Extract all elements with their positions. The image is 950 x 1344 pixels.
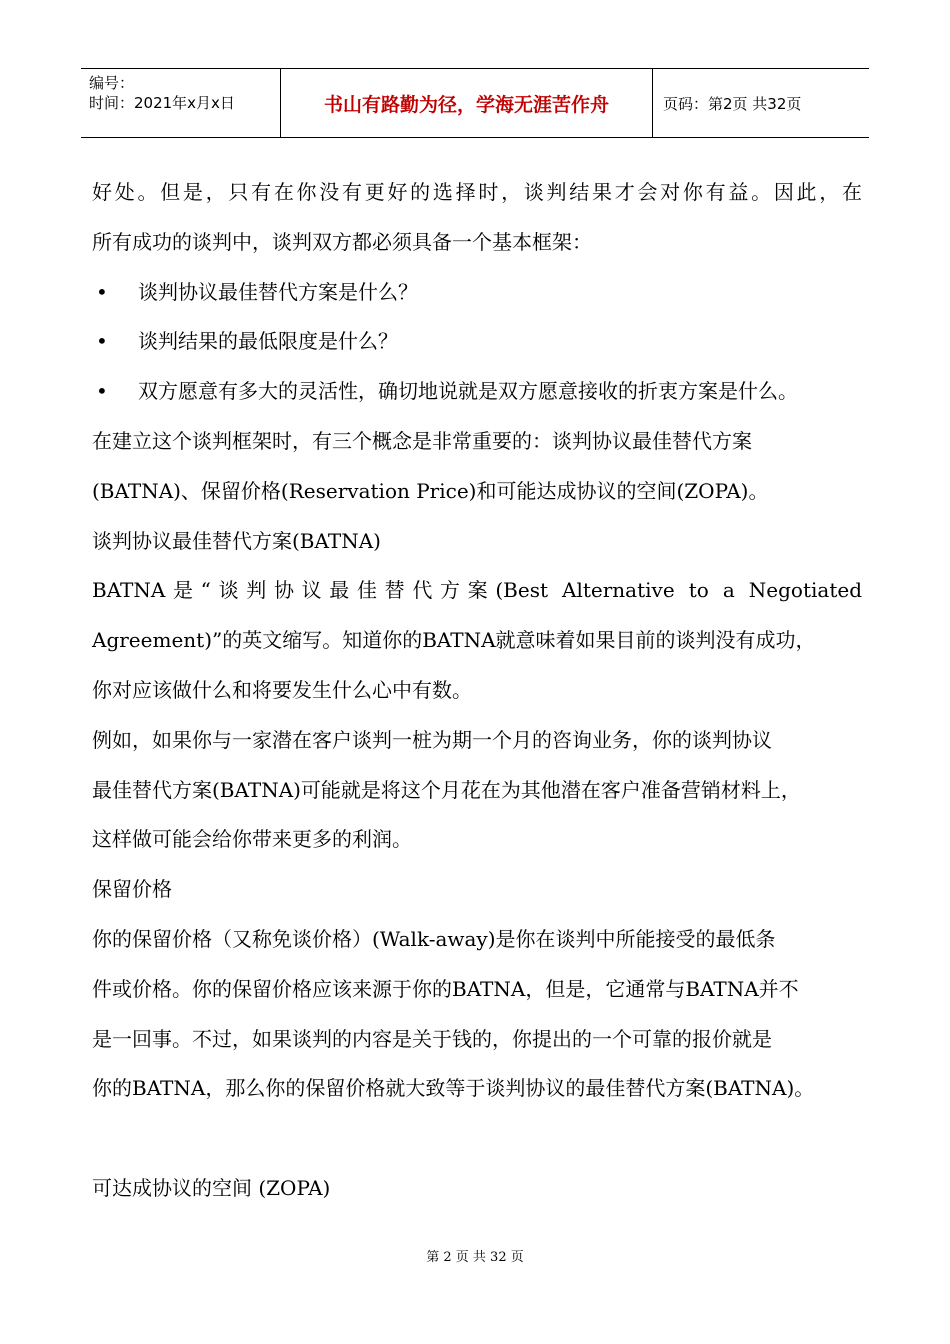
page-footer: 第 2 页 共 32 页 — [426, 1250, 524, 1265]
paragraph-line: 好处。但是，只有在你没有更好的选择时，谈判结果才会对你有益。因此，在 — [92, 180, 862, 204]
bullet-item — [92, 321, 862, 371]
page-header — [81, 68, 869, 138]
paragraph-line: 你的BATNA，那么你的保留价格就大致等于谈判协议的最佳替代方案(BATNA)。 — [92, 1076, 815, 1101]
paragraph-line: 你的保留价格（又称免谈价格）(Walk-away)是你在谈判中所能接受的最低条 — [92, 926, 776, 951]
bullet-text: 双方愿意有多大的灵活性，确切地说就是双方愿意接收的折衷方案是什么。 — [138, 379, 798, 404]
bullet-text: 谈判协议最佳替代方案是什么？ — [138, 279, 418, 304]
blank-line — [92, 1118, 862, 1168]
paragraph-line: BATNA是“谈判协议最佳替代方案(Best Alternative to a Negotiated — [92, 578, 862, 603]
paragraph-line: 件或价格。你的保留价格应该来源于你的BATNA，但是，它通常与BATNA并不 — [92, 976, 799, 1001]
paragraph-line: 最佳替代方案(BATNA)可能就是将这个月花在为其他潜在客户准备营销材料上， — [92, 777, 801, 802]
paragraph-line: 你对应该做什么和将要发生什么心中有数。 — [92, 677, 472, 702]
bullet-icon: • — [96, 279, 108, 304]
bullet-item — [92, 371, 862, 421]
section-heading: 保留价格 — [92, 877, 172, 902]
number-label: 编号： — [89, 74, 135, 92]
paragraph-line: Agreement)”的英文缩写。知道你的BATNA就意味着如果目前的谈判没有成功， — [92, 628, 816, 653]
bullet-item — [92, 272, 862, 322]
time-label: 时间：2021年x月x日 — [89, 94, 235, 112]
bullet-icon: • — [96, 329, 108, 354]
paragraph-line: 在建立这个谈判框架时，有三个概念是非常重要的：谈判协议最佳替代方案 — [92, 428, 752, 453]
bullet-icon: • — [96, 379, 108, 404]
header-page-info: 页码：第2页 共32页 — [663, 94, 802, 113]
paragraph-line: 例如，如果你与一家潜在客户谈判一桩为期一个月的咨询业务，你的谈判协议 — [92, 727, 772, 752]
paragraph-line: 是一回事。不过，如果谈判的内容是关于钱的，你提出的一个可靠的报价就是 — [92, 1026, 772, 1051]
paragraph-line: 这样做可能会给你带来更多的利润。 — [92, 827, 412, 852]
section-heading: 谈判协议最佳替代方案(BATNA) — [92, 528, 381, 553]
header-motto: 书山有路勤为径，学海无涯苦作舟 — [281, 69, 653, 137]
section-heading: 可达成协议的空间 (ZOPA) — [92, 1175, 331, 1200]
document-body — [92, 172, 862, 1218]
bullet-text: 谈判结果的最低限度是什么？ — [138, 329, 398, 354]
paragraph-line: 所有成功的谈判中，谈判双方都必须具备一个基本框架： — [92, 229, 592, 254]
header-meta — [81, 69, 281, 137]
paragraph-line: (BATNA)、保留价格(Reservation Price)和可能达成协议的空间(ZOPA)。 — [92, 478, 769, 503]
